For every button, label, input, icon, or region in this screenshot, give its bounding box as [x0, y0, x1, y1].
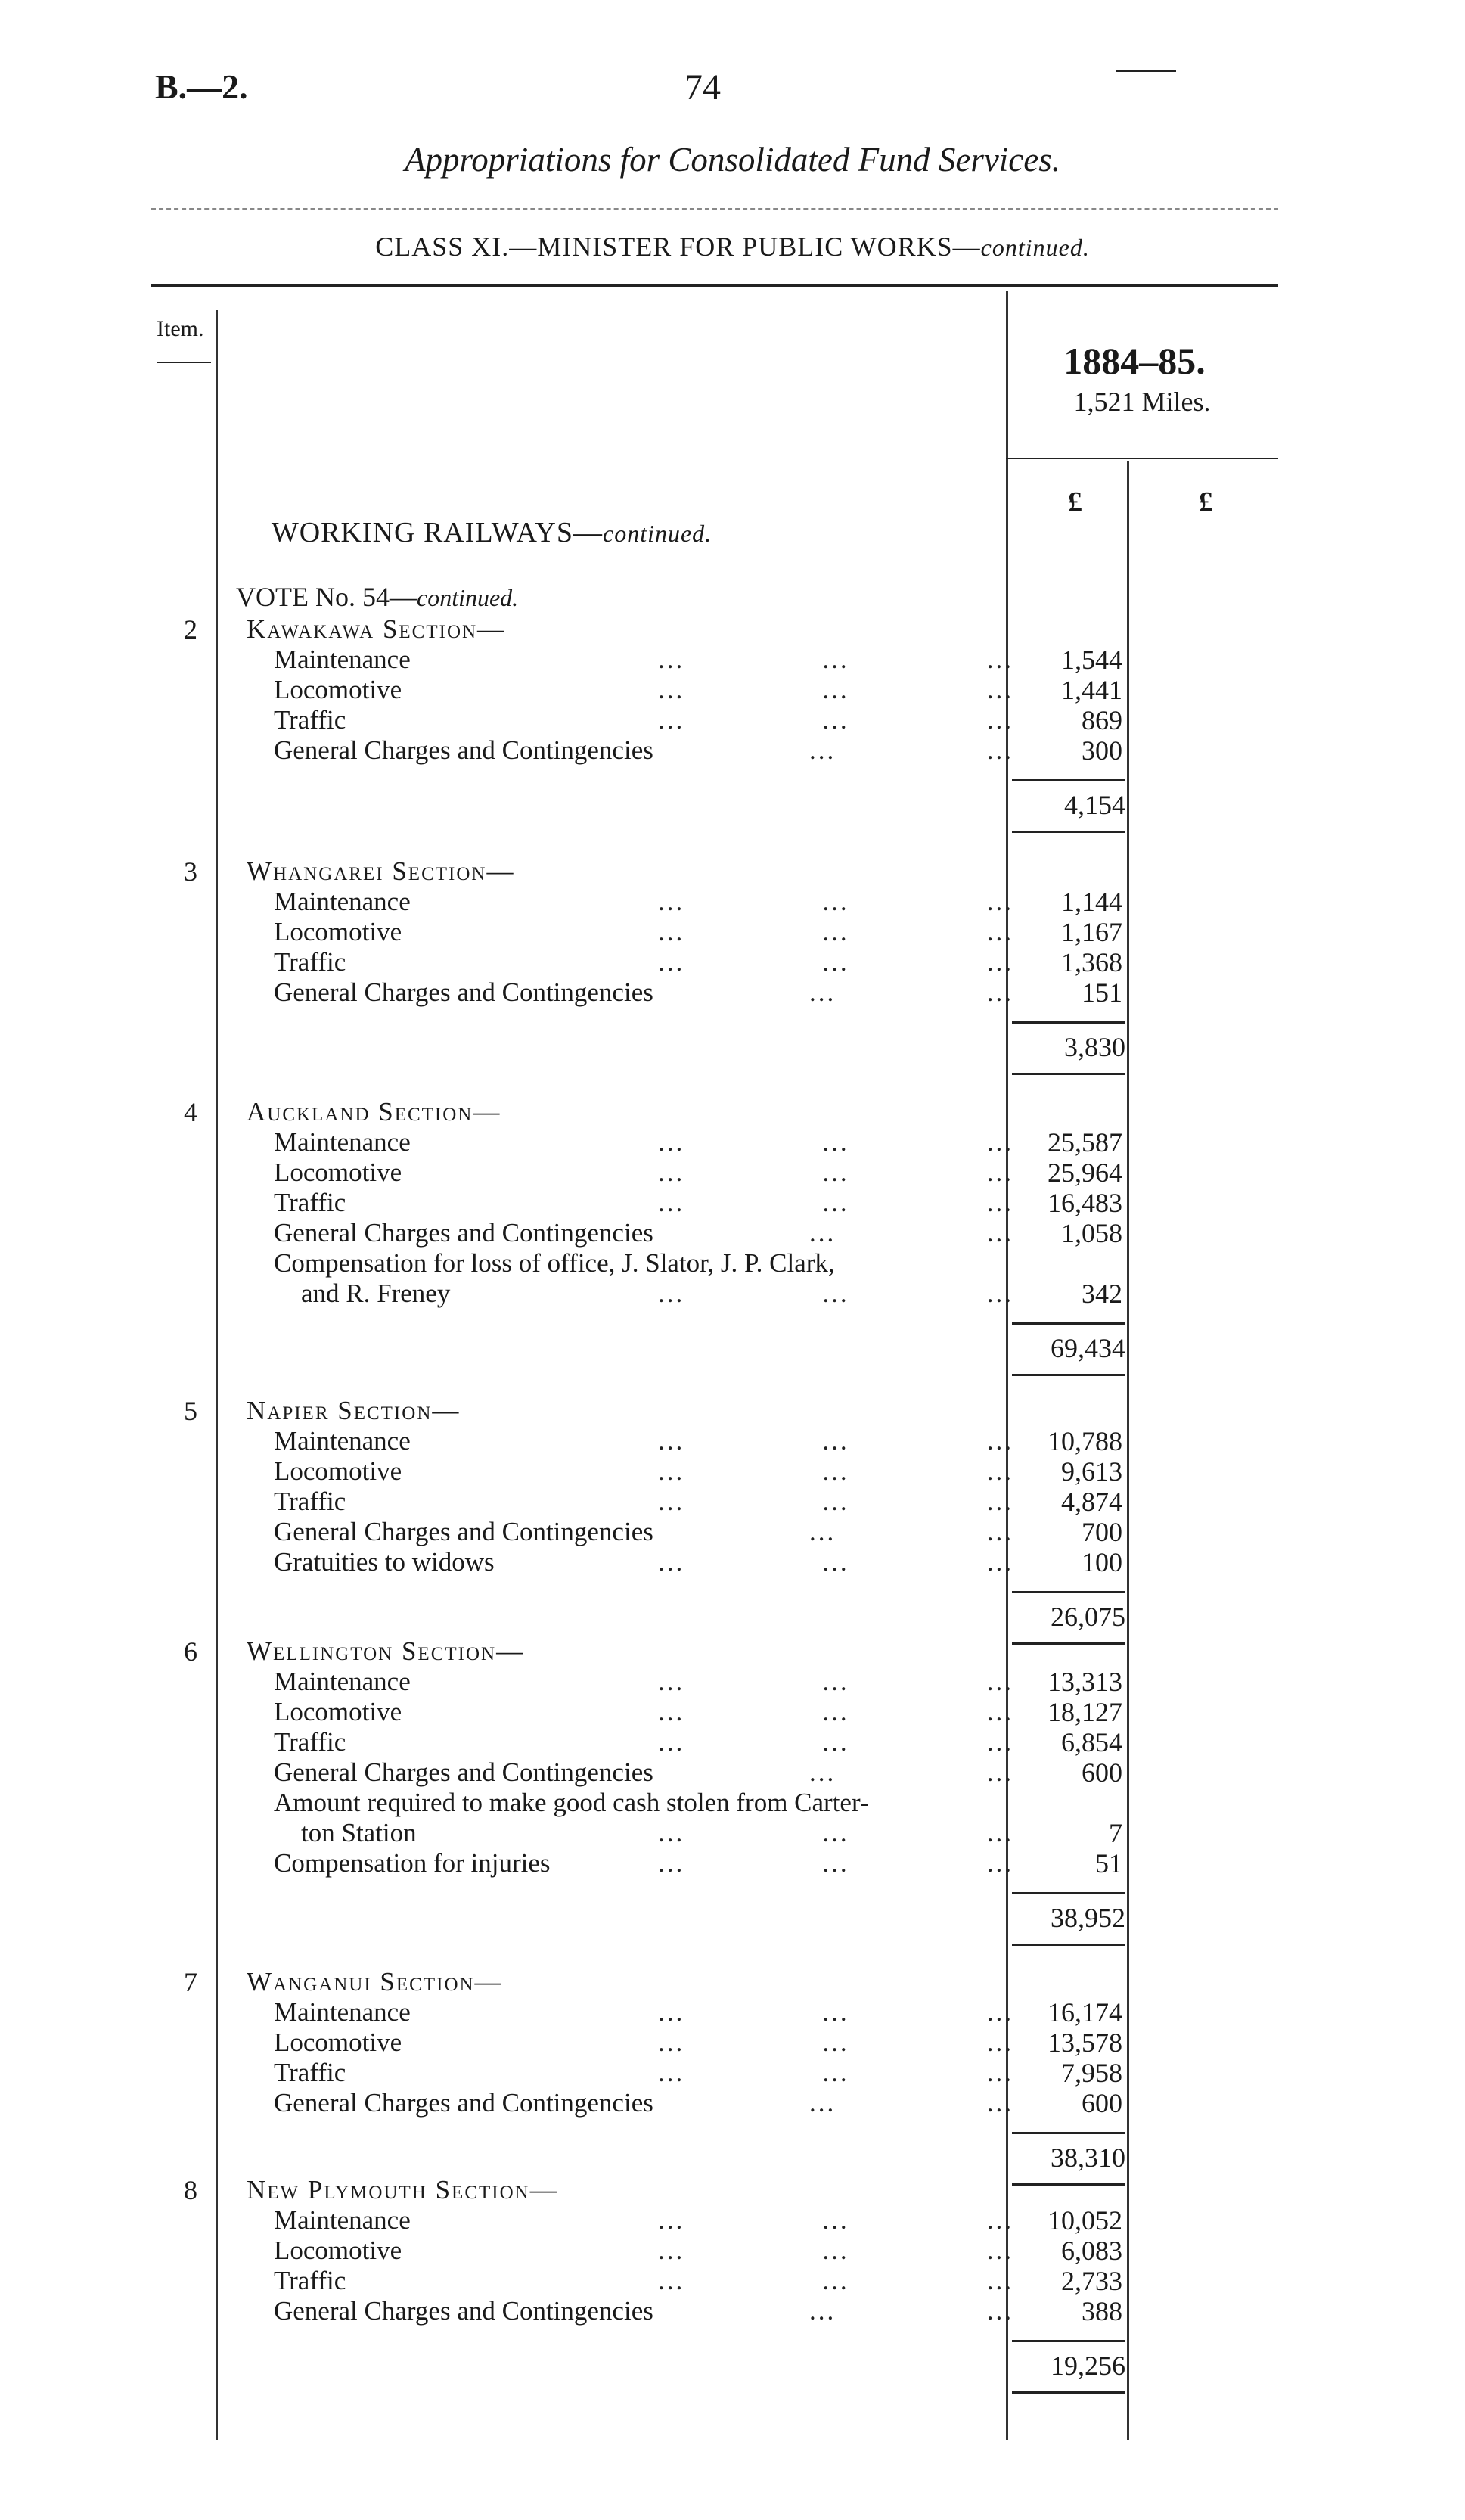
- section-total: 19,256: [1051, 2351, 1125, 2381]
- section-name: Wanganui Section—: [247, 1967, 503, 1996]
- leader-dots: ...: [658, 1547, 685, 1577]
- line-item-row: [227, 1997, 1021, 2027]
- item-number: 5: [184, 1396, 197, 1426]
- line-item-row: [227, 887, 1021, 917]
- leader-dots: ...: [809, 2088, 836, 2118]
- leader-dots: ...: [822, 1697, 849, 1726]
- dot-leader: [658, 2236, 1013, 2266]
- line-item-row: [227, 1697, 1021, 1727]
- page-title: Appropriations for Consolidated Fund Services.: [404, 141, 1061, 179]
- leader-dots: ...: [658, 1188, 685, 1217]
- leader-dots: ...: [986, 2088, 1013, 2118]
- leader-dots: ...: [986, 1547, 1013, 1577]
- line-item-amount: 25,964: [1048, 1157, 1122, 1188]
- miles-header: 1,521 Miles.: [1073, 387, 1211, 417]
- item-number: 4: [184, 1097, 197, 1127]
- item-number: 2: [184, 614, 197, 645]
- leader-dots: ...: [658, 1997, 685, 2027]
- leader-dots: ...: [822, 947, 849, 977]
- dot-leader: [658, 1818, 1013, 1848]
- leader-dots: ...: [658, 947, 685, 977]
- class-title: [0, 231, 1465, 263]
- dot-leader: [809, 977, 1013, 1008]
- leader-dots: ...: [822, 2205, 849, 2235]
- leader-dots: ...: [822, 645, 849, 674]
- line-item-amount: 1,441: [1061, 675, 1122, 705]
- section-name: Whangarei Section—: [247, 856, 515, 886]
- dot-leader: [809, 1757, 1013, 1788]
- line-item-amount: 388: [1082, 2296, 1122, 2326]
- leader-dots: ...: [658, 1487, 685, 1516]
- leader-dots: ...: [986, 977, 1013, 1007]
- dot-leader: [658, 1456, 1013, 1487]
- subtotal-rule-bottom: [1012, 831, 1125, 833]
- dot-leader: [658, 917, 1013, 947]
- leader-dots: ...: [986, 645, 1013, 674]
- line-item-label: Locomotive: [274, 1157, 402, 1187]
- line-item-amount: 25,587: [1048, 1127, 1122, 1157]
- line-item-amount: 100: [1082, 1547, 1122, 1577]
- leader-dots: ...: [822, 887, 849, 916]
- dot-leader: [658, 1426, 1013, 1456]
- class-title-continued: continued.: [980, 234, 1090, 261]
- vote-continued: continued.: [416, 584, 519, 611]
- line-item-label: Traffic: [274, 1188, 346, 1217]
- leader-dots: ...: [658, 2236, 685, 2265]
- section-name: Napier Section—: [247, 1396, 461, 1425]
- dot-leader: [809, 1218, 1013, 1248]
- leader-dots: ...: [986, 675, 1013, 704]
- line-item-amount: 6,083: [1061, 2236, 1122, 2266]
- section-total: 38,952: [1051, 1903, 1125, 1933]
- line-item-row: [227, 1218, 1021, 1248]
- subtotal-rule-top: [1012, 1591, 1125, 1593]
- line-item-row: [227, 1727, 1021, 1757]
- subtotal-rule-bottom: [1012, 1374, 1125, 1376]
- leader-dots: ...: [986, 1279, 1013, 1308]
- section-name-row: [227, 1967, 1021, 1997]
- line-item-row: [227, 1487, 1021, 1517]
- leader-dots: ...: [822, 1727, 849, 1757]
- leader-dots: ...: [822, 1667, 849, 1696]
- line-item-amount: 300: [1082, 735, 1122, 766]
- leader-dots: ...: [822, 1279, 849, 1308]
- line-item-label: Maintenance: [274, 1127, 411, 1157]
- leader-dots: ...: [986, 1218, 1013, 1248]
- leader-dots: ...: [658, 1157, 685, 1187]
- leader-dots: ...: [822, 1188, 849, 1217]
- line-item-row: [227, 1667, 1021, 1697]
- leader-dots: ...: [986, 1818, 1013, 1847]
- line-item-row: [227, 2296, 1021, 2326]
- line-item-label: General Charges and Contingencies: [274, 1517, 653, 1546]
- line-item-label: Maintenance: [274, 645, 411, 674]
- leader-dots: ...: [658, 1818, 685, 1847]
- line-item-amount: 1,167: [1061, 917, 1122, 947]
- leader-dots: ...: [986, 1517, 1013, 1546]
- line-item-row: [227, 1188, 1021, 1218]
- line-item-row: [227, 2236, 1021, 2266]
- line-item-row: [227, 735, 1021, 766]
- line-item-row: [227, 947, 1021, 977]
- line-item-amount: 1,144: [1061, 887, 1122, 917]
- pound-symbol-col2: £: [1199, 486, 1213, 518]
- line-item-label: Compensation for loss of office, J. Slator, J. P. Clark,: [274, 1248, 835, 1278]
- line-item-row: [227, 2058, 1021, 2088]
- leader-dots: ...: [809, 2296, 836, 2326]
- year-header: 1884–85.: [1063, 340, 1206, 382]
- line-item-label: Maintenance: [274, 1667, 411, 1696]
- leader-dots: ...: [986, 1848, 1013, 1878]
- line-item-label: Locomotive: [274, 1456, 402, 1486]
- line-item-amount: 1,368: [1061, 947, 1122, 977]
- leader-dots: ...: [986, 887, 1013, 916]
- leader-dots: ...: [822, 1157, 849, 1187]
- line-item-label: Gratuities to widows: [274, 1547, 495, 1577]
- leader-dots: ...: [986, 1487, 1013, 1516]
- leader-dots: ...: [986, 735, 1013, 765]
- leader-dots: ...: [986, 2266, 1013, 2295]
- leader-dots: ...: [986, 1727, 1013, 1757]
- line-item-amount: 4,874: [1061, 1487, 1122, 1517]
- section-total: 69,434: [1051, 1333, 1125, 1363]
- line-item-amount: 342: [1082, 1279, 1122, 1309]
- subtotal-rule-top: [1012, 1322, 1125, 1325]
- line-item-label: General Charges and Contingencies: [274, 1757, 653, 1787]
- leader-dots: ...: [822, 2236, 849, 2265]
- dot-leader: [658, 1157, 1013, 1188]
- dot-leader: [658, 887, 1013, 917]
- line-item-row: [227, 1547, 1021, 1577]
- section-name-row: [227, 1396, 1021, 1426]
- leader-dots: ...: [986, 1697, 1013, 1726]
- leader-dots: ...: [809, 735, 836, 765]
- line-item-row: [227, 1848, 1021, 1878]
- leader-dots: ...: [986, 947, 1013, 977]
- line-item-label: Maintenance: [274, 887, 411, 916]
- leader-dots: ...: [822, 1848, 849, 1878]
- leader-dots: ...: [822, 1997, 849, 2027]
- line-item-label: and R. Freney: [301, 1279, 451, 1308]
- line-item-row: [227, 1279, 1021, 1309]
- line-item-amount: 151: [1082, 977, 1122, 1008]
- leader-dots: ...: [658, 1426, 685, 1456]
- line-item-row: [227, 1127, 1021, 1157]
- line-item-label: General Charges and Contingencies: [274, 977, 653, 1007]
- section-name-row: [227, 1097, 1021, 1127]
- vote-text: VOTE No. 54—: [236, 582, 417, 612]
- line-item-row: [227, 977, 1021, 1008]
- leader-dots: ...: [658, 1279, 685, 1308]
- line-item-amount: 18,127: [1048, 1697, 1122, 1727]
- section-total: 38,310: [1051, 2142, 1125, 2173]
- line-item-amount: 1,544: [1061, 645, 1122, 675]
- leader-dots: ...: [822, 2266, 849, 2295]
- leader-dots: ...: [809, 1517, 836, 1546]
- dot-leader: [658, 1487, 1013, 1517]
- leader-dots: ...: [822, 1127, 849, 1157]
- dot-leader: [658, 2205, 1013, 2236]
- line-item-row: [227, 1426, 1021, 1456]
- leader-dots: ...: [822, 675, 849, 704]
- line-item-row: [227, 2205, 1021, 2236]
- dot-leader: [658, 1279, 1013, 1309]
- dot-leader: [658, 1997, 1013, 2027]
- leader-dots: ...: [986, 1426, 1013, 1456]
- leader-dots: ...: [986, 705, 1013, 735]
- line-item-label: Locomotive: [274, 917, 402, 946]
- line-item-amount: 6,854: [1061, 1727, 1122, 1757]
- leader-dots: ...: [658, 645, 685, 674]
- leader-dots: ...: [986, 2027, 1013, 2057]
- leader-dots: ...: [658, 1727, 685, 1757]
- leader-dots: ...: [658, 675, 685, 704]
- line-item-row: [227, 917, 1021, 947]
- item-column-header: Item.: [157, 316, 204, 341]
- leader-dots: ...: [986, 2236, 1013, 2265]
- dot-leader: [809, 2088, 1013, 2118]
- subtotal-rule-top: [1012, 1021, 1125, 1024]
- line-item-amount: 16,174: [1048, 1997, 1122, 2027]
- leader-dots: ...: [986, 1188, 1013, 1217]
- line-item-amount: 700: [1082, 1517, 1122, 1547]
- leader-dots: ...: [822, 1487, 849, 1516]
- line-item-amount: 10,788: [1048, 1426, 1122, 1456]
- dot-leader: [658, 1697, 1013, 1727]
- line-item-row: [227, 645, 1021, 675]
- leader-dots: ...: [986, 2205, 1013, 2235]
- line-item-label: Traffic: [274, 705, 346, 735]
- line-item-label: General Charges and Contingencies: [274, 2296, 653, 2326]
- leader-dots: ...: [658, 1848, 685, 1878]
- section-name-row: [227, 2175, 1021, 2205]
- leader-dots: ...: [822, 1456, 849, 1486]
- subtotal-rule-bottom: [1012, 1642, 1125, 1645]
- leader-dots: ...: [986, 1997, 1013, 2027]
- line-item-label: Traffic: [274, 2058, 346, 2087]
- line-item-amount: 9,613: [1061, 1456, 1122, 1487]
- dot-leader: [658, 1848, 1013, 1878]
- line-item-row: [227, 1788, 1021, 1818]
- line-item-amount: 7: [1109, 1818, 1122, 1848]
- leader-dots: ...: [986, 1127, 1013, 1157]
- class-title-text: CLASS XI.—MINISTER FOR PUBLIC WORKS—: [375, 231, 981, 262]
- leader-dots: ...: [809, 1218, 836, 1248]
- line-item-row: [227, 2027, 1021, 2058]
- line-item-amount: 13,313: [1048, 1667, 1122, 1697]
- dot-leader: [658, 1547, 1013, 1577]
- dot-leader: [658, 2058, 1013, 2088]
- leader-dots: ...: [822, 1426, 849, 1456]
- header-dash: [1116, 70, 1176, 72]
- dot-leader: [809, 1517, 1013, 1547]
- table-top-rule: [151, 284, 1278, 287]
- leader-dots: ...: [658, 2266, 685, 2295]
- line-item-amount: 2,733: [1061, 2266, 1122, 2296]
- leader-dots: ...: [658, 705, 685, 735]
- line-item-label: Traffic: [274, 1727, 346, 1757]
- dot-leader: [809, 2296, 1013, 2326]
- line-item-row: [227, 705, 1021, 735]
- line-item-row: [227, 1456, 1021, 1487]
- leader-dots: ...: [658, 1456, 685, 1486]
- line-item-label: Compensation for injuries: [274, 1848, 551, 1878]
- line-item-label: General Charges and Contingencies: [274, 2088, 653, 2118]
- line-item-label: Locomotive: [274, 1697, 402, 1726]
- line-item-amount: 16,483: [1048, 1188, 1122, 1218]
- section-name-row: [227, 614, 1021, 645]
- line-item-row: [227, 2088, 1021, 2118]
- section-title-text: WORKING RAILWAYS—: [271, 517, 603, 548]
- leader-dots: ...: [822, 1818, 849, 1847]
- line-item-label: Maintenance: [274, 2205, 411, 2235]
- line-item-row: [227, 2266, 1021, 2296]
- section-total: 3,830: [1064, 1032, 1125, 1062]
- line-item-row: [227, 675, 1021, 705]
- line-item-row: [227, 1757, 1021, 1788]
- subtotal-rule-bottom: [1012, 1944, 1125, 1946]
- item-column-rule: [216, 310, 218, 2440]
- leader-dots: ...: [822, 2027, 849, 2057]
- section-total: 26,075: [1051, 1602, 1125, 1632]
- leader-dots: ...: [822, 917, 849, 946]
- dot-leader: [658, 675, 1013, 705]
- leader-dots: ...: [658, 887, 685, 916]
- leader-dots: ...: [658, 2027, 685, 2057]
- line-item-row: [227, 1248, 1021, 1279]
- section-name: Wellington Section—: [247, 1636, 525, 1666]
- dot-leader: [658, 2266, 1013, 2296]
- line-item-label: Traffic: [274, 947, 346, 977]
- leader-dots: ...: [822, 1547, 849, 1577]
- leader-dots: ...: [658, 1127, 685, 1157]
- section-name: New Plymouth Section—: [247, 2175, 558, 2205]
- line-item-amount: 10,052: [1048, 2205, 1122, 2236]
- subtotal-rule-top: [1012, 779, 1125, 781]
- item-number: 3: [184, 856, 197, 887]
- leader-dots: ...: [986, 917, 1013, 946]
- line-item-label: General Charges and Contingencies: [274, 735, 653, 765]
- line-item-amount: 600: [1082, 1757, 1122, 1788]
- item-number: 7: [184, 1967, 197, 1997]
- dot-leader: [658, 1727, 1013, 1757]
- leader-dots: ...: [809, 1757, 836, 1787]
- year-header-rule: [1006, 458, 1278, 459]
- dot-leader: [658, 1127, 1013, 1157]
- subtotal-rule-top: [1012, 1892, 1125, 1894]
- line-item-row: [227, 1818, 1021, 1848]
- section-total: 4,154: [1064, 790, 1125, 820]
- leader-dots: ...: [658, 1667, 685, 1696]
- line-item-amount: 51: [1095, 1848, 1122, 1878]
- leader-dots: ...: [986, 1456, 1013, 1486]
- line-item-amount: 869: [1082, 705, 1122, 735]
- item-header-underline: [157, 362, 211, 363]
- section-name: Auckland Section—: [247, 1097, 501, 1126]
- subtotal-rule-bottom: [1012, 2391, 1125, 2394]
- subamount-column-rule: [1127, 461, 1129, 2440]
- item-number: 6: [184, 1636, 197, 1667]
- line-item-label: Maintenance: [274, 1997, 411, 2027]
- subtotal-rule-bottom: [1012, 1073, 1125, 1075]
- line-item-amount: 13,578: [1048, 2027, 1122, 2058]
- dotted-rule: [151, 208, 1278, 210]
- leader-dots: ...: [658, 1697, 685, 1726]
- line-item-label: Amount required to make good cash stolen from Carter-: [274, 1788, 869, 1817]
- section-name-row: [227, 856, 1021, 887]
- item-number: 8: [184, 2175, 197, 2205]
- line-item-label: Locomotive: [274, 2027, 402, 2057]
- line-item-label: General Charges and Contingencies: [274, 1218, 653, 1248]
- leader-dots: ...: [658, 2205, 685, 2235]
- line-item-amount: 600: [1082, 2088, 1122, 2118]
- line-item-label: Locomotive: [274, 675, 402, 704]
- line-item-label: Locomotive: [274, 2236, 402, 2265]
- line-item-row: [227, 1157, 1021, 1188]
- document-code: B.—2.: [155, 67, 248, 106]
- subtotal-rule-bottom: [1012, 2183, 1125, 2186]
- dot-leader: [658, 2027, 1013, 2058]
- leader-dots: ...: [986, 1157, 1013, 1187]
- leader-dots: ...: [986, 2058, 1013, 2087]
- section-title: [0, 516, 983, 549]
- dot-leader: [658, 705, 1013, 735]
- section-name-row: [227, 1636, 1021, 1667]
- line-item-label: Traffic: [274, 2266, 346, 2295]
- dot-leader: [658, 645, 1013, 675]
- section-title-continued: continued.: [602, 520, 712, 547]
- page-number: 74: [684, 67, 721, 107]
- leader-dots: ...: [658, 2058, 685, 2087]
- line-item-amount: 7,958: [1061, 2058, 1122, 2088]
- subtotal-rule-top: [1012, 2340, 1125, 2342]
- leader-dots: ...: [986, 1667, 1013, 1696]
- line-item-row: [227, 1517, 1021, 1547]
- line-item-label: Maintenance: [274, 1426, 411, 1456]
- dot-leader: [658, 1188, 1013, 1218]
- leader-dots: ...: [986, 2296, 1013, 2326]
- vote-heading: [236, 581, 518, 613]
- pound-symbol-col1: £: [1068, 486, 1082, 518]
- leader-dots: ...: [658, 917, 685, 946]
- dot-leader: [809, 735, 1013, 766]
- section-name: Kawakawa Section—: [247, 614, 506, 644]
- dot-leader: [658, 947, 1013, 977]
- leader-dots: ...: [822, 2058, 849, 2087]
- subtotal-rule-top: [1012, 2132, 1125, 2134]
- leader-dots: ...: [986, 1757, 1013, 1787]
- leader-dots: ...: [809, 977, 836, 1007]
- line-item-label: Traffic: [274, 1487, 346, 1516]
- dot-leader: [658, 1667, 1013, 1697]
- line-item-amount: 1,058: [1061, 1218, 1122, 1248]
- leader-dots: ...: [822, 705, 849, 735]
- line-item-label: ton Station: [301, 1818, 417, 1847]
